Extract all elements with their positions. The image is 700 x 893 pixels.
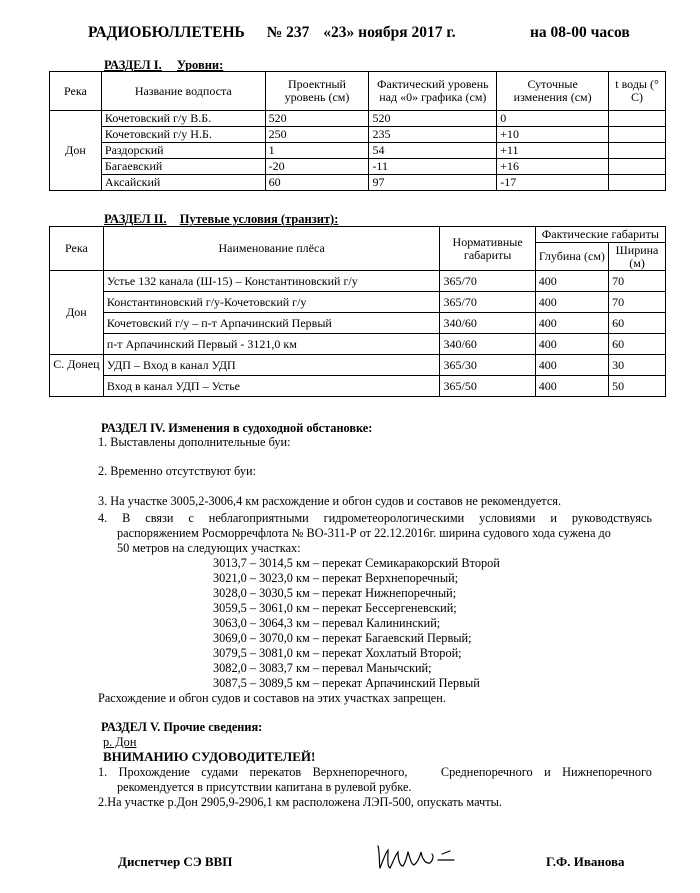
- daily-change: -17: [497, 175, 609, 191]
- actual-level: -11: [369, 159, 497, 175]
- water-temp: [609, 111, 666, 127]
- actual-level: 54: [369, 143, 497, 159]
- section4-title: РАЗДЕЛ IV. Изменения в судоходной обстановке:: [101, 421, 373, 435]
- table-row: [50, 175, 666, 191]
- transit-header-row: [50, 227, 666, 243]
- transit-table: [49, 226, 666, 397]
- section5-river: р. Дон: [103, 735, 137, 749]
- levels-header-row: [50, 72, 666, 111]
- word: и: [550, 511, 557, 525]
- list-item: 3082,0 – 3083,7 км – перевал Манычский;: [213, 661, 432, 675]
- design-level: -20: [265, 159, 369, 175]
- word: гидрометеорологическими: [323, 511, 465, 525]
- section2-subtitle: Путевые условия (транзит):: [179, 212, 339, 226]
- actual-level: 97: [369, 175, 497, 191]
- reach-name: Устье 132 канала (Ш-15) – Константиновский г/у: [103, 271, 440, 292]
- table-row: [50, 127, 666, 143]
- reach-name: Кочетовский г/у – п-т Арпачинский Первый: [103, 313, 440, 334]
- transit-river-donets: С. Донец: [50, 355, 104, 397]
- post-name: Багаевский: [101, 159, 265, 175]
- normative-dims: 365/50: [440, 376, 535, 397]
- table-row: [50, 143, 666, 159]
- daily-change: +10: [497, 127, 609, 143]
- post-name: Аксайский: [101, 175, 265, 191]
- water-temp: [609, 143, 666, 159]
- section5-item1-line2: рекомендуется в присутствии капитана в рулевой рубке.: [117, 780, 412, 794]
- actual-depth: 400: [535, 355, 608, 376]
- section4-item3: 3. На участке 3005,2-3006,4 км расхождение и обгон судов и составов не рекомендуется.: [98, 494, 562, 508]
- word: Нижнепоречного: [562, 765, 652, 779]
- word: руководствуясь: [571, 511, 652, 525]
- actual-width: 70: [609, 271, 666, 292]
- daily-change: +16: [497, 159, 609, 175]
- table-row: [50, 159, 666, 175]
- design-level: 60: [265, 175, 369, 191]
- levels-header-actual: Фактический уровень над «0» графика (см): [369, 72, 497, 111]
- water-temp: [609, 175, 666, 191]
- word: В: [122, 511, 131, 525]
- reach-name: Вход в канал УДП – Устье: [103, 376, 440, 397]
- normative-dims: 340/60: [440, 313, 535, 334]
- section5-item1-line1: [98, 765, 652, 779]
- design-level: 1: [265, 143, 369, 159]
- word: условиями: [479, 511, 536, 525]
- transit-header-actual-group: Фактические габариты: [535, 227, 665, 243]
- actual-width: 70: [609, 292, 666, 313]
- water-temp: [609, 159, 666, 175]
- word: 4.: [98, 511, 108, 525]
- attention-heading: ВНИМАНИЮ СУДОВОДИТЕЛЕЙ!: [103, 749, 316, 764]
- table-row: [50, 111, 666, 127]
- list-item: 3059,5 – 3061,0 км – перекат Бессергеневский;: [213, 601, 457, 615]
- daily-change: +11: [497, 143, 609, 159]
- normative-dims: 365/70: [440, 271, 535, 292]
- signature-image: [370, 838, 465, 874]
- post-name: Кочетовский г/у Н.Б.: [101, 127, 265, 143]
- levels-header-post: Название водпоста: [101, 72, 265, 111]
- normative-dims: 340/60: [440, 334, 535, 355]
- actual-width: 60: [609, 313, 666, 334]
- bulletin-date: «23» ноября 2017 г.: [323, 24, 456, 41]
- levels-header-temp: t воды (° С): [609, 72, 666, 111]
- reach-name: Константиновский г/у-Кочетовский г/у: [103, 292, 440, 313]
- section4-closing: Расхождение и обгон судов и составов на этих участках запрещен.: [98, 691, 446, 705]
- list-item: 3013,7 – 3014,5 км – перекат Семикаракорский Второй: [213, 556, 500, 570]
- actual-level: 235: [369, 127, 497, 143]
- transit-header-depth: Глубина (см): [535, 243, 608, 271]
- table-row: [50, 292, 666, 313]
- transit-header-normative: Нормативные габариты: [440, 227, 535, 271]
- actual-depth: 400: [535, 271, 608, 292]
- list-item: 3063,0 – 3064,3 км – перевал Калининский;: [213, 616, 441, 630]
- table-row: [50, 355, 666, 376]
- table-row: [50, 313, 666, 334]
- section1-subtitle: Уровни:: [176, 58, 224, 72]
- actual-level: 520: [369, 111, 497, 127]
- word: с: [188, 511, 194, 525]
- section5-title: РАЗДЕЛ V. Прочие сведения:: [101, 720, 263, 734]
- section1-title: РАЗДЕЛ I.: [104, 58, 162, 72]
- list-item: 3087,5 – 3089,5 км – перекат Арпачинский Первый: [213, 676, 480, 690]
- list-item: 3028,0 – 3030,5 км – перекат Нижнепоречный;: [213, 586, 457, 600]
- reach-name: УДП – Вход в канал УДП: [103, 355, 440, 376]
- section4-item1: 1. Выставлены дополнительные буи:: [98, 435, 291, 449]
- word: Верхнепоречного,: [312, 765, 408, 779]
- actual-depth: 400: [535, 334, 608, 355]
- daily-change: 0: [497, 111, 609, 127]
- table-row: [50, 376, 666, 397]
- bulletin-time: на 08-00 часов: [530, 24, 630, 41]
- actual-width: 30: [609, 355, 666, 376]
- section4-item4-line1: [98, 511, 652, 525]
- word: неблагоприятными: [208, 511, 309, 525]
- post-name: Раздорский: [101, 143, 265, 159]
- list-item: 3069,0 – 3070,0 км – перекат Багаевский Первый;: [213, 631, 472, 645]
- word: судами: [201, 765, 239, 779]
- word: перекатов: [249, 765, 302, 779]
- dispatcher-name: Г.Ф. Иванова: [546, 854, 625, 869]
- section4-item2: 2. Временно отсутствуют буи:: [98, 464, 256, 478]
- transit-header-width: Ширина (м): [609, 243, 666, 271]
- bulletin-title-text: РАДИОБЮЛЛЕТЕНЬ: [88, 24, 245, 41]
- levels-river-cell: Дон: [50, 111, 102, 191]
- normative-dims: 365/70: [440, 292, 535, 313]
- table-row: [50, 271, 666, 292]
- actual-depth: 400: [535, 376, 608, 397]
- word: Среднепоречного: [440, 765, 533, 779]
- section2-title: РАЗДЕЛ II.: [104, 212, 167, 226]
- transit-header-river: Река: [50, 227, 104, 271]
- levels-header-daily: Суточные изменения (см): [497, 72, 609, 111]
- transit-header-reach: Наименование плёса: [103, 227, 440, 271]
- levels-header-design: Проектный уровень (см): [265, 72, 369, 111]
- reach-name: п-т Арпачинский Первый - 3121,0 км: [103, 334, 440, 355]
- levels-header-river: Река: [50, 72, 102, 111]
- word: Прохождение: [118, 765, 190, 779]
- list-item: 3021,0 – 3023,0 км – перекат Верхнепоречный;: [213, 571, 459, 585]
- table-row: [50, 334, 666, 355]
- water-temp: [609, 127, 666, 143]
- word: связи: [145, 511, 174, 525]
- bulletin-title: [88, 24, 456, 42]
- actual-depth: 400: [535, 313, 608, 334]
- design-level: 250: [265, 127, 369, 143]
- actual-width: 50: [609, 376, 666, 397]
- design-level: 520: [265, 111, 369, 127]
- bulletin-number: № 237: [266, 24, 310, 41]
- word: и: [544, 765, 551, 779]
- post-name: Кочетовский г/у В.Б.: [101, 111, 265, 127]
- section5-item2: 2.На участке р.Дон 2905,9-2906,1 км расположена ЛЭП-500, опускать мачты.: [98, 795, 502, 809]
- actual-depth: 400: [535, 292, 608, 313]
- normative-dims: 365/30: [440, 355, 535, 376]
- actual-width: 60: [609, 334, 666, 355]
- list-item: 3079,5 – 3081,0 км – перекат Хохлатый Второй;: [213, 646, 462, 660]
- dispatcher-role: Диспетчер СЭ ВВП: [118, 854, 233, 869]
- section4-item4-line3: 50 метров на следующих участках:: [117, 541, 301, 555]
- levels-table: [49, 71, 666, 191]
- word: 1.: [98, 765, 108, 779]
- section2-heading: [104, 212, 338, 227]
- section4-item4-line2: распоряжением Росморречфлота № ВО-311-Р от 22.12.2016г. ширина судового хода сужена до: [117, 526, 611, 540]
- transit-river-don: Дон: [50, 271, 104, 355]
